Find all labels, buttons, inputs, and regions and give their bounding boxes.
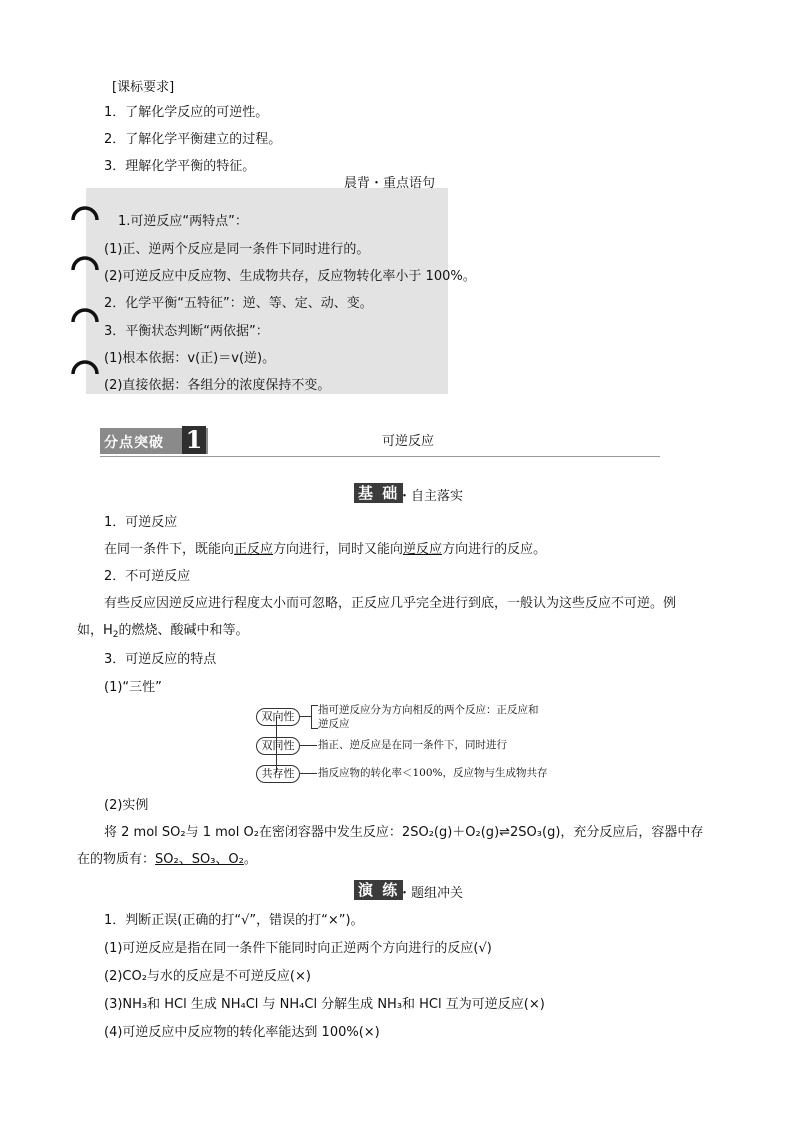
diagram-text: 指可逆反应分为方向相反的两个反应：正反应和 (318, 704, 539, 716)
question-item: (1)可逆反应是指在同一条件下能同时向正逆两个方向进行的反应(√) (104, 941, 492, 956)
section-banner-text: 分点突破 (104, 435, 164, 451)
diagram-node: 双向性 (256, 708, 300, 726)
diagram-text: 指反应物的转化率＜100%，反应物与生成物共存 (318, 767, 548, 779)
text-run: 方向进行，同时又能向 (273, 542, 404, 557)
section-tag: [课标要求] (112, 80, 175, 95)
summary-line: 3．平衡状态判断“两依据”： (104, 324, 269, 339)
summary-line: 2．化学平衡“五特征”：逆、等、定、动、变。 (104, 296, 373, 311)
jichu-label: ・自主落实 (398, 489, 464, 504)
diagram-dash (299, 716, 311, 717)
underlined-answer: 逆反应 (403, 542, 443, 557)
requirement-3: 3．理解化学平衡的特征。 (104, 159, 256, 174)
diagram-text: 指正、逆反应是在同一条件下，同时进行 (318, 739, 507, 751)
summary-title: 晨背・重点语句 (344, 176, 436, 191)
diagram-text: 逆反应 (318, 718, 350, 730)
question-item: (4)可逆反应中反应物的转化率能达到 100%(×) (104, 1025, 380, 1040)
summary-line: (2)直接依据：各组分的浓度保持不变。 (104, 378, 331, 393)
summary-line: (1)根本依据：v(正)＝v(逆)。 (104, 351, 276, 366)
text-run: 在同一条件下，既能向 (104, 542, 235, 557)
requirement-1: 1．了解化学反应的可逆性。 (104, 105, 269, 120)
summary-line: 1.可逆反应“两特点”： (118, 214, 248, 229)
question-item: (3)NH₃和 HCl 生成 NH₄Cl 与 NH₄Cl 分解生成 NH₃和 HCl 互为可逆反应(×) (104, 997, 545, 1012)
text-run: 在的物质有： (77, 852, 156, 867)
example-line-1: 将 2 mol SO₂与 1 mol O₂在密闭容器中发生反应：2SO₂(g)＋O₂(g)⇌2SO₃(g)，充分反应后，容器中存 (104, 825, 704, 840)
requirement-2: 2．了解化学平衡建立的过程。 (104, 132, 282, 147)
binder-ring-icon (70, 200, 100, 230)
yanlian-tag: 演 练 (354, 880, 403, 900)
subscript: 2 (112, 630, 119, 640)
section-banner-number: 1 (182, 426, 206, 454)
binder-ring-icon (70, 250, 100, 280)
summary-line: (2)可逆反应中反应物、生成物共存，反应物转化率小于 100%。 (104, 269, 476, 284)
text-run: 的燃烧、酸碱中和等。 (118, 623, 249, 638)
item2-title: 2．不可逆反应 (104, 569, 191, 584)
item3-title: 3．可逆反应的特点 (104, 652, 217, 667)
binder-ring-icon (70, 354, 100, 384)
diagram-dash (299, 745, 317, 746)
text-run: 如，H (77, 623, 113, 638)
underlined-answer: SO₂、SO₃、O₂ (155, 852, 244, 867)
sub1-title: (1)“三性” (104, 680, 162, 695)
item1-title: 1．可逆反应 (104, 515, 178, 530)
item2-body-2 (77, 622, 249, 644)
diagram-dash (299, 773, 317, 774)
jichu-tag: 基 础 (354, 483, 403, 503)
question-title: 1．判断正误(正确的打“√”，错误的打“×”)。 (104, 913, 364, 928)
summary-line: (1)正、逆两个反应是同一条件下同时进行的。 (104, 242, 370, 257)
section-divider (100, 456, 660, 457)
item1-body (104, 541, 546, 559)
diagram-node: 双同性 (256, 737, 300, 755)
item2-body-1: 有些反应因逆反应进行程度太小而可忽略，正反应几乎完全进行到底，一般认为这些反应不可逆。例 (104, 596, 677, 611)
diagram-bracket (311, 705, 318, 729)
sub2-title: (2)实例 (104, 798, 149, 813)
underlined-answer: 正反应 (234, 542, 274, 557)
yanlian-label: ・题组冲关 (398, 886, 464, 901)
binder-ring-icon (70, 302, 100, 332)
section-title: 可逆反应 (382, 434, 435, 449)
text-run: 。 (243, 852, 257, 867)
question-item: (2)CO₂与水的反应是不可逆反应(×) (104, 969, 311, 984)
example-line-2 (77, 851, 257, 869)
text-run: 方向进行的反应。 (442, 542, 547, 557)
diagram-node: 共存性 (256, 765, 300, 783)
